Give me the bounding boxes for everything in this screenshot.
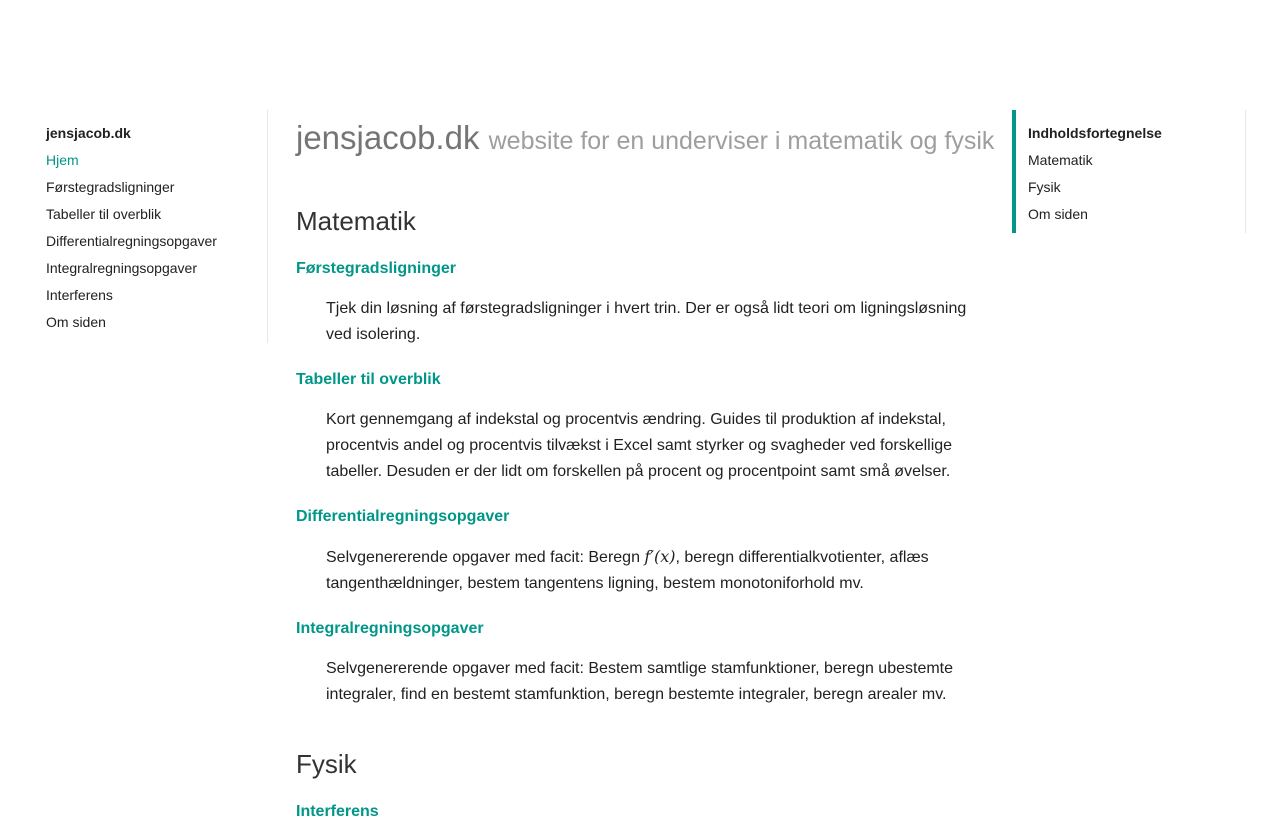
link-interferens[interactable]: Interferens (296, 803, 379, 820)
section-heading-matematik: Matematik (296, 206, 416, 236)
math-expression: f′(x) (644, 547, 676, 566)
table-of-contents (1012, 110, 1246, 233)
link-differentialregning[interactable]: Differentialregningsopgaver (296, 508, 510, 525)
description: Kort gennemgang af indekstal og procentvis ændring. Guides til produktion af indekstal, procentvis andel og procentvis tilvækst i Excel samt styrker og svagheder ved forskellige tabeller. Desuden er der lidt om forskellen på procent og procentpoint samt små øvelser. (326, 411, 953, 480)
main-content (296, 110, 995, 824)
nav-item-interferens[interactable]: Interferens (46, 287, 113, 303)
site-subtitle: website for en underviser i matematik og fysik (488, 127, 995, 155)
nav-item-hjem[interactable]: Hjem (46, 152, 79, 168)
toc-item-matematik[interactable]: Matematik (1028, 152, 1093, 168)
toc-item-om-siden[interactable]: Om siden (1028, 206, 1088, 222)
description (326, 544, 976, 597)
description-text: , beregn differentialkvotienter, aflæs tangenthældninger, bestem tangentens ligning, bestem monotoniforhold mv. (326, 549, 929, 592)
nav-item-om-siden[interactable]: Om siden (46, 314, 106, 330)
site-nav (30, 110, 268, 343)
nav-item-integralregning[interactable]: Integralregningsopgaver (46, 260, 197, 276)
nav-item-differentialregning[interactable]: Differentialregningsopgaver (46, 233, 217, 249)
nav-item-tabeller[interactable]: Tabeller til overblik (46, 206, 162, 222)
description: Selvgenererende opgaver med facit: Bestem samtlige stamfunktioner, beregn ubestemte integraler, find en bestemt stamfunktion, beregn bestemte integraler, beregn arealer mv. (326, 660, 954, 703)
page-title (296, 118, 995, 161)
link-integralregning[interactable]: Integralregningsopgaver (296, 620, 484, 637)
site-title: jensjacob.dk (296, 119, 480, 156)
link-tabeller[interactable]: Tabeller til overblik (296, 371, 441, 388)
nav-item-forstegradsligninger[interactable]: Førstegradsligninger (46, 179, 175, 195)
link-forstegradsligninger[interactable]: Førstegradsligninger (296, 260, 457, 277)
description: Tjek din løsning af førstegradsligninger i hvert trin. Der er også lidt teori om ligningsløsning ved isolering. (326, 300, 967, 343)
description-text: Selvgenererende opgaver med facit: Beregn (326, 549, 645, 566)
toc-heading[interactable]: Indholdsfortegnelse (1028, 125, 1162, 141)
section-heading-fysik: Fysik (296, 749, 357, 779)
nav-brand[interactable]: jensjacob.dk (46, 125, 131, 141)
toc-item-fysik[interactable]: Fysik (1028, 179, 1061, 195)
